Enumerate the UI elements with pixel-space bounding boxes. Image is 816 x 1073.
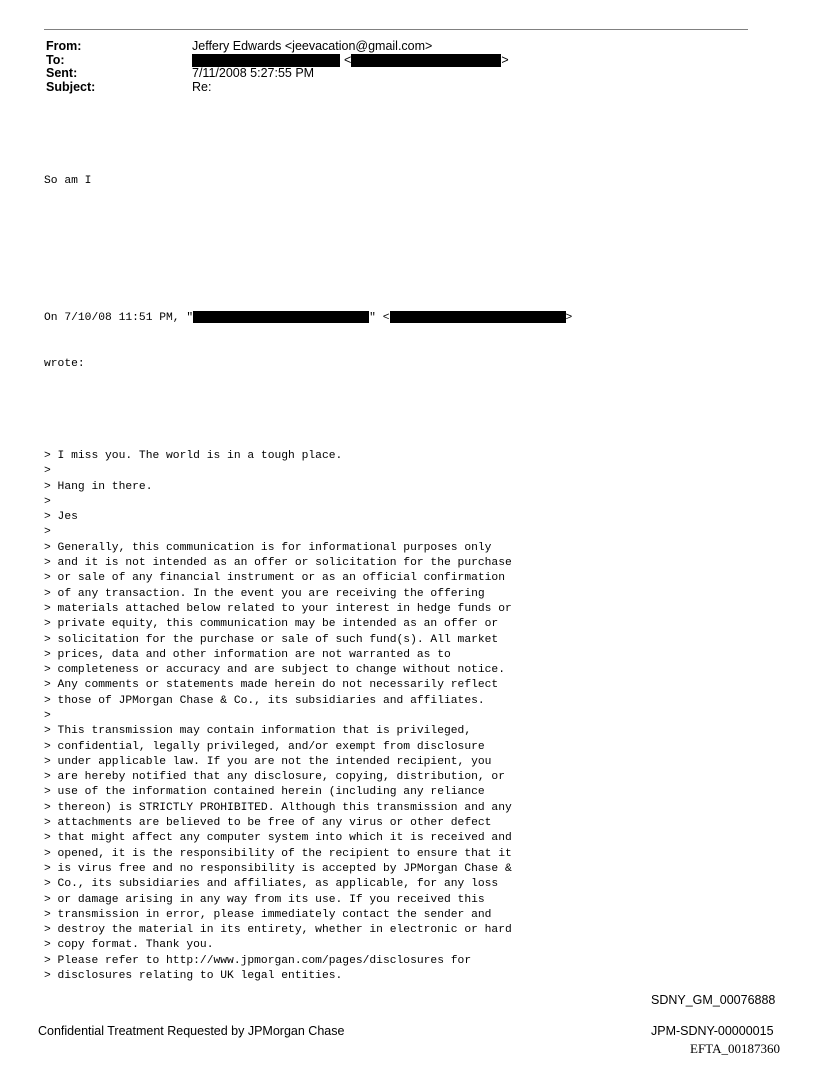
quoted-line: > under applicable law. If you are not the intended recipient, you — [44, 755, 492, 768]
email-body — [44, 143, 644, 1000]
confidential-notice: Confidential Treatment Requested by JPMorgan Chase — [38, 1024, 345, 1038]
quoted-line: > thereon) is STRICTLY PROHIBITED. Although this transmission and any — [44, 801, 512, 814]
quote-intro-start: On 7/10/08 11:51 PM, " — [44, 312, 194, 325]
quoted-line: > and it is not intended as an offer or solicitation for the purchase — [44, 557, 512, 570]
quoted-line: > private equity, this communication may be intended as an offer or — [44, 618, 499, 631]
quoted-line: > This transmission may contain information that is privileged, — [44, 725, 472, 738]
redaction-bar — [351, 54, 501, 67]
sent-label: Sent: — [46, 66, 78, 80]
quoted-line: > materials attached below related to your interest in hedge funds or — [44, 602, 512, 615]
quoted-line: > Any comments or statements made herein do not necessarily reflect — [44, 679, 499, 692]
quoted-line: > Please refer to http://www.jpmorgan.com/pages/disclosures for — [44, 954, 472, 967]
from-row — [46, 40, 606, 54]
doc-stamp: SDNY_GM_00076888 — [651, 993, 776, 1007]
quoted-line: > prices, data and other information are not warranted as to — [44, 648, 451, 661]
reply-text: So am I — [44, 174, 92, 187]
quoted-line: > completeness or accuracy and are subject to change without notice. — [44, 664, 505, 677]
to-close-bracket: > — [501, 52, 509, 67]
redaction-bar — [193, 311, 369, 323]
from-value: Jeffery Edwards <jeevacation@gmail.com> — [192, 39, 433, 53]
quoted-line: > — [44, 526, 51, 539]
sent-row — [46, 67, 606, 81]
header-divider — [44, 29, 748, 30]
quoted-line: > Hang in there. — [44, 480, 153, 493]
bates-number: JPM-SDNY-00000015 — [651, 1024, 774, 1038]
quoted-line: > solicitation for the purchase or sale of such fund(s). All market — [44, 633, 499, 646]
quoted-line: > those of JPMorgan Chase & Co., its subsidiaries and affiliates. — [44, 694, 485, 707]
quoted-line: > copy format. Thank you. — [44, 939, 214, 952]
quoted-line: > — [44, 495, 51, 508]
quote-intro — [44, 311, 644, 326]
quoted-line: > is virus free and no responsibility is accepted by JPMorgan Chase & — [44, 862, 512, 875]
efta-number: EFTA_00187360 — [690, 1041, 780, 1056]
to-label: To: — [46, 52, 65, 67]
subject-value: Re: — [192, 79, 212, 94]
to-value — [192, 54, 509, 68]
sent-value: 7/11/2008 5:27:55 PM — [192, 66, 315, 80]
quoted-line: > opened, it is the responsibility of the recipient to ensure that it — [44, 847, 512, 860]
quoted-line: > confidential, legally privileged, and/or exempt from disclosure — [44, 740, 485, 753]
redaction-bar — [192, 54, 340, 67]
quoted-line: > Generally, this communication is for informational purposes only — [44, 541, 492, 554]
subject-label: Subject: — [46, 79, 96, 94]
quoted-line: > or damage arising in any way from its use. If you received this — [44, 893, 485, 906]
quoted-line: > or sale of any financial instrument or as an official confirmation — [44, 572, 505, 585]
from-label: From: — [46, 39, 82, 53]
quote-intro-mid: " < — [369, 312, 390, 325]
email-header — [46, 40, 606, 94]
quoted-line: > transmission in error, please immediately contact the sender and — [44, 908, 492, 921]
subject-row — [46, 81, 606, 95]
quote-intro-end: > — [565, 312, 573, 325]
to-row — [46, 54, 606, 68]
quoted-message — [44, 449, 644, 984]
quoted-line: > of any transaction. In the event you are receiving the offering — [44, 587, 485, 600]
quoted-line: > disclosures relating to UK legal entities. — [44, 970, 343, 983]
quoted-line: > Co., its subsidiaries and affiliates, as applicable, for any loss — [44, 878, 499, 891]
quoted-line: > — [44, 465, 51, 478]
quoted-line: > attachments are believed to be free of any virus or other defect — [44, 817, 492, 830]
quote-intro-wrote: wrote: — [44, 358, 85, 371]
to-open-bracket: < — [344, 52, 352, 67]
quoted-line: > use of the information contained herein (including any reliance — [44, 786, 485, 799]
redaction-bar — [390, 311, 566, 323]
quoted-line: > — [44, 709, 51, 722]
quoted-line: > I miss you. The world is in a tough place. — [44, 449, 343, 462]
quoted-line: > Jes — [44, 511, 78, 524]
quoted-line: > are hereby notified that any disclosure, copying, distribution, or — [44, 771, 505, 784]
quoted-line: > that might affect any computer system into which it is received and — [44, 832, 512, 845]
quoted-line: > destroy the material in its entirety, whether in electronic or hard — [44, 924, 512, 937]
